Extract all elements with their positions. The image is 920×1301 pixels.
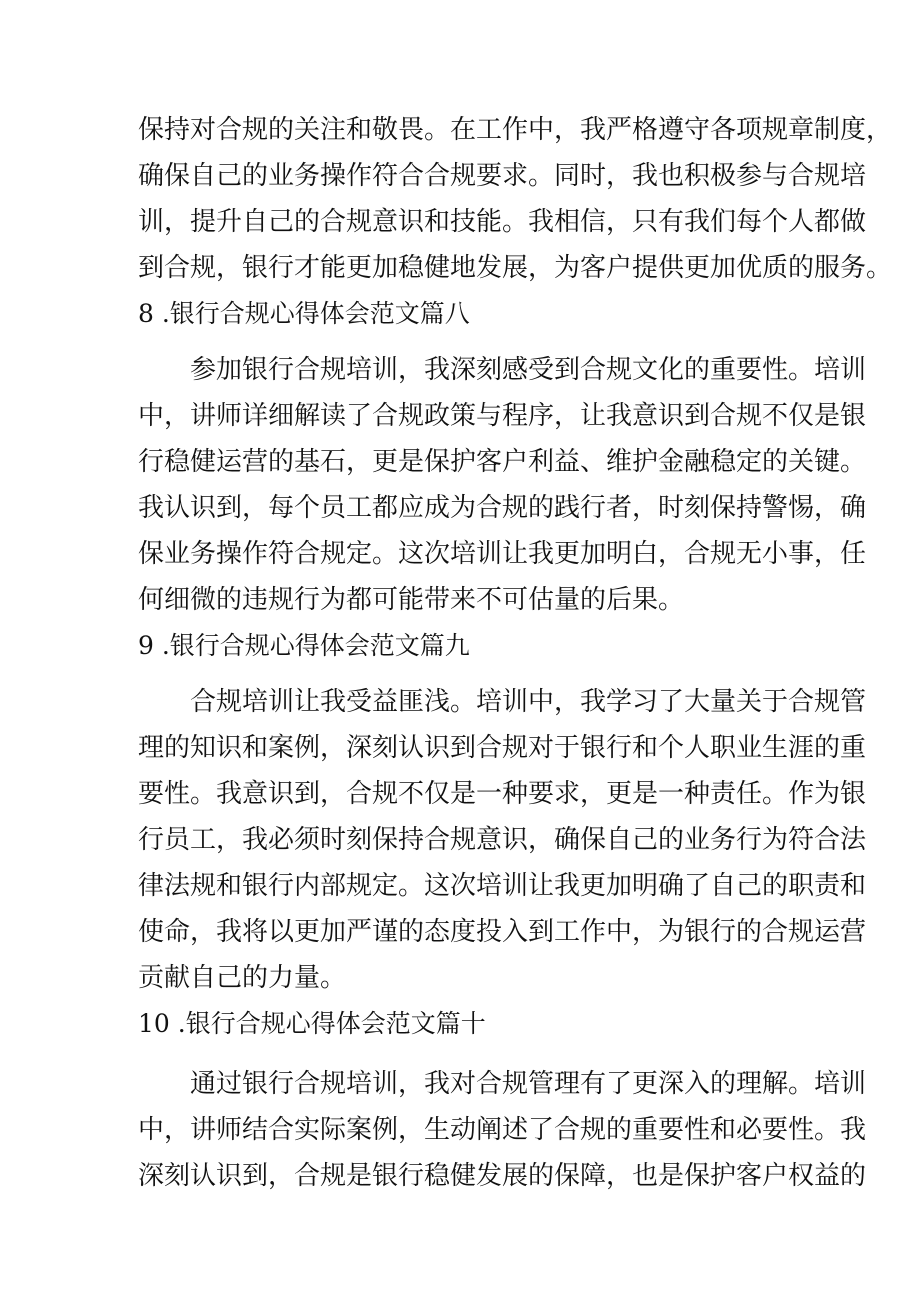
text-line: 我认识到，每个员工都应成为合规的践行者，时刻保持警惕，确 bbox=[138, 493, 867, 523]
text-line: 参加银行合规培训，我深刻感受到合规文化的重要性。培训 bbox=[190, 355, 867, 385]
text-line: 深刻认识到，合规是银行稳健发展的保障，也是保护客户权益的 bbox=[138, 1161, 867, 1191]
text-line: 行稳健运营的基石，更是保护客户利益、维护金融稳定的关键。 bbox=[138, 447, 867, 477]
text-line: 律法规和银行内部规定。这次培训让我更加明确了自己的职责和 bbox=[138, 871, 867, 901]
text-line: 贡献自己的力量。 bbox=[138, 963, 347, 993]
text-line: 合规培训让我受益匪浅。培训中，我学习了大量关于合规管 bbox=[190, 687, 867, 717]
text-line: 中，讲师详细解读了合规政策与程序，让我意识到合规不仅是银 bbox=[138, 401, 867, 431]
text-line: 到合规，银行才能更加稳健地发展，为客户提供更加优质的服务。 bbox=[138, 253, 893, 283]
section-heading-9: 9 .银行合规心得体会范文篇九 bbox=[138, 631, 470, 660]
text-line: 要性。我意识到，合规不仅是一种要求，更是一种责任。作为银 bbox=[138, 779, 867, 809]
text-line: 通过银行合规培训，我对合规管理有了更深入的理解。培训 bbox=[190, 1069, 867, 1099]
text-line: 何细微的违规行为都可能带来不可估量的后果。 bbox=[138, 585, 685, 615]
section-heading-8: 8 .银行合规心得体会范文篇八 bbox=[138, 299, 470, 328]
text-line: 训，提升自己的合规意识和技能。我相信，只有我们每个人都做 bbox=[138, 207, 867, 237]
text-line: 行员工，我必须时刻保持合规意识，确保自己的业务行为符合法 bbox=[138, 825, 867, 855]
text-line: 理的知识和案例，深刻认识到合规对于银行和个人职业生涯的重 bbox=[138, 733, 867, 763]
text-line: 使命，我将以更加严谨的态度投入到工作中，为银行的合规运营 bbox=[138, 917, 867, 947]
text-line: 中，讲师结合实际案例，生动阐述了合规的重要性和必要性。我 bbox=[138, 1115, 867, 1145]
text-line: 确保自己的业务操作符合合规要求。同时，我也积极参与合规培 bbox=[138, 161, 867, 191]
section-heading-10: 10 .银行合规心得体会范文篇十 bbox=[138, 1009, 486, 1038]
text-line: 保业务操作符合规定。这次培训让我更加明白，合规无小事，任 bbox=[138, 539, 867, 569]
text-line: 保持对合规的关注和敬畏。在工作中，我严格遵守各项规章制度， bbox=[138, 115, 893, 145]
